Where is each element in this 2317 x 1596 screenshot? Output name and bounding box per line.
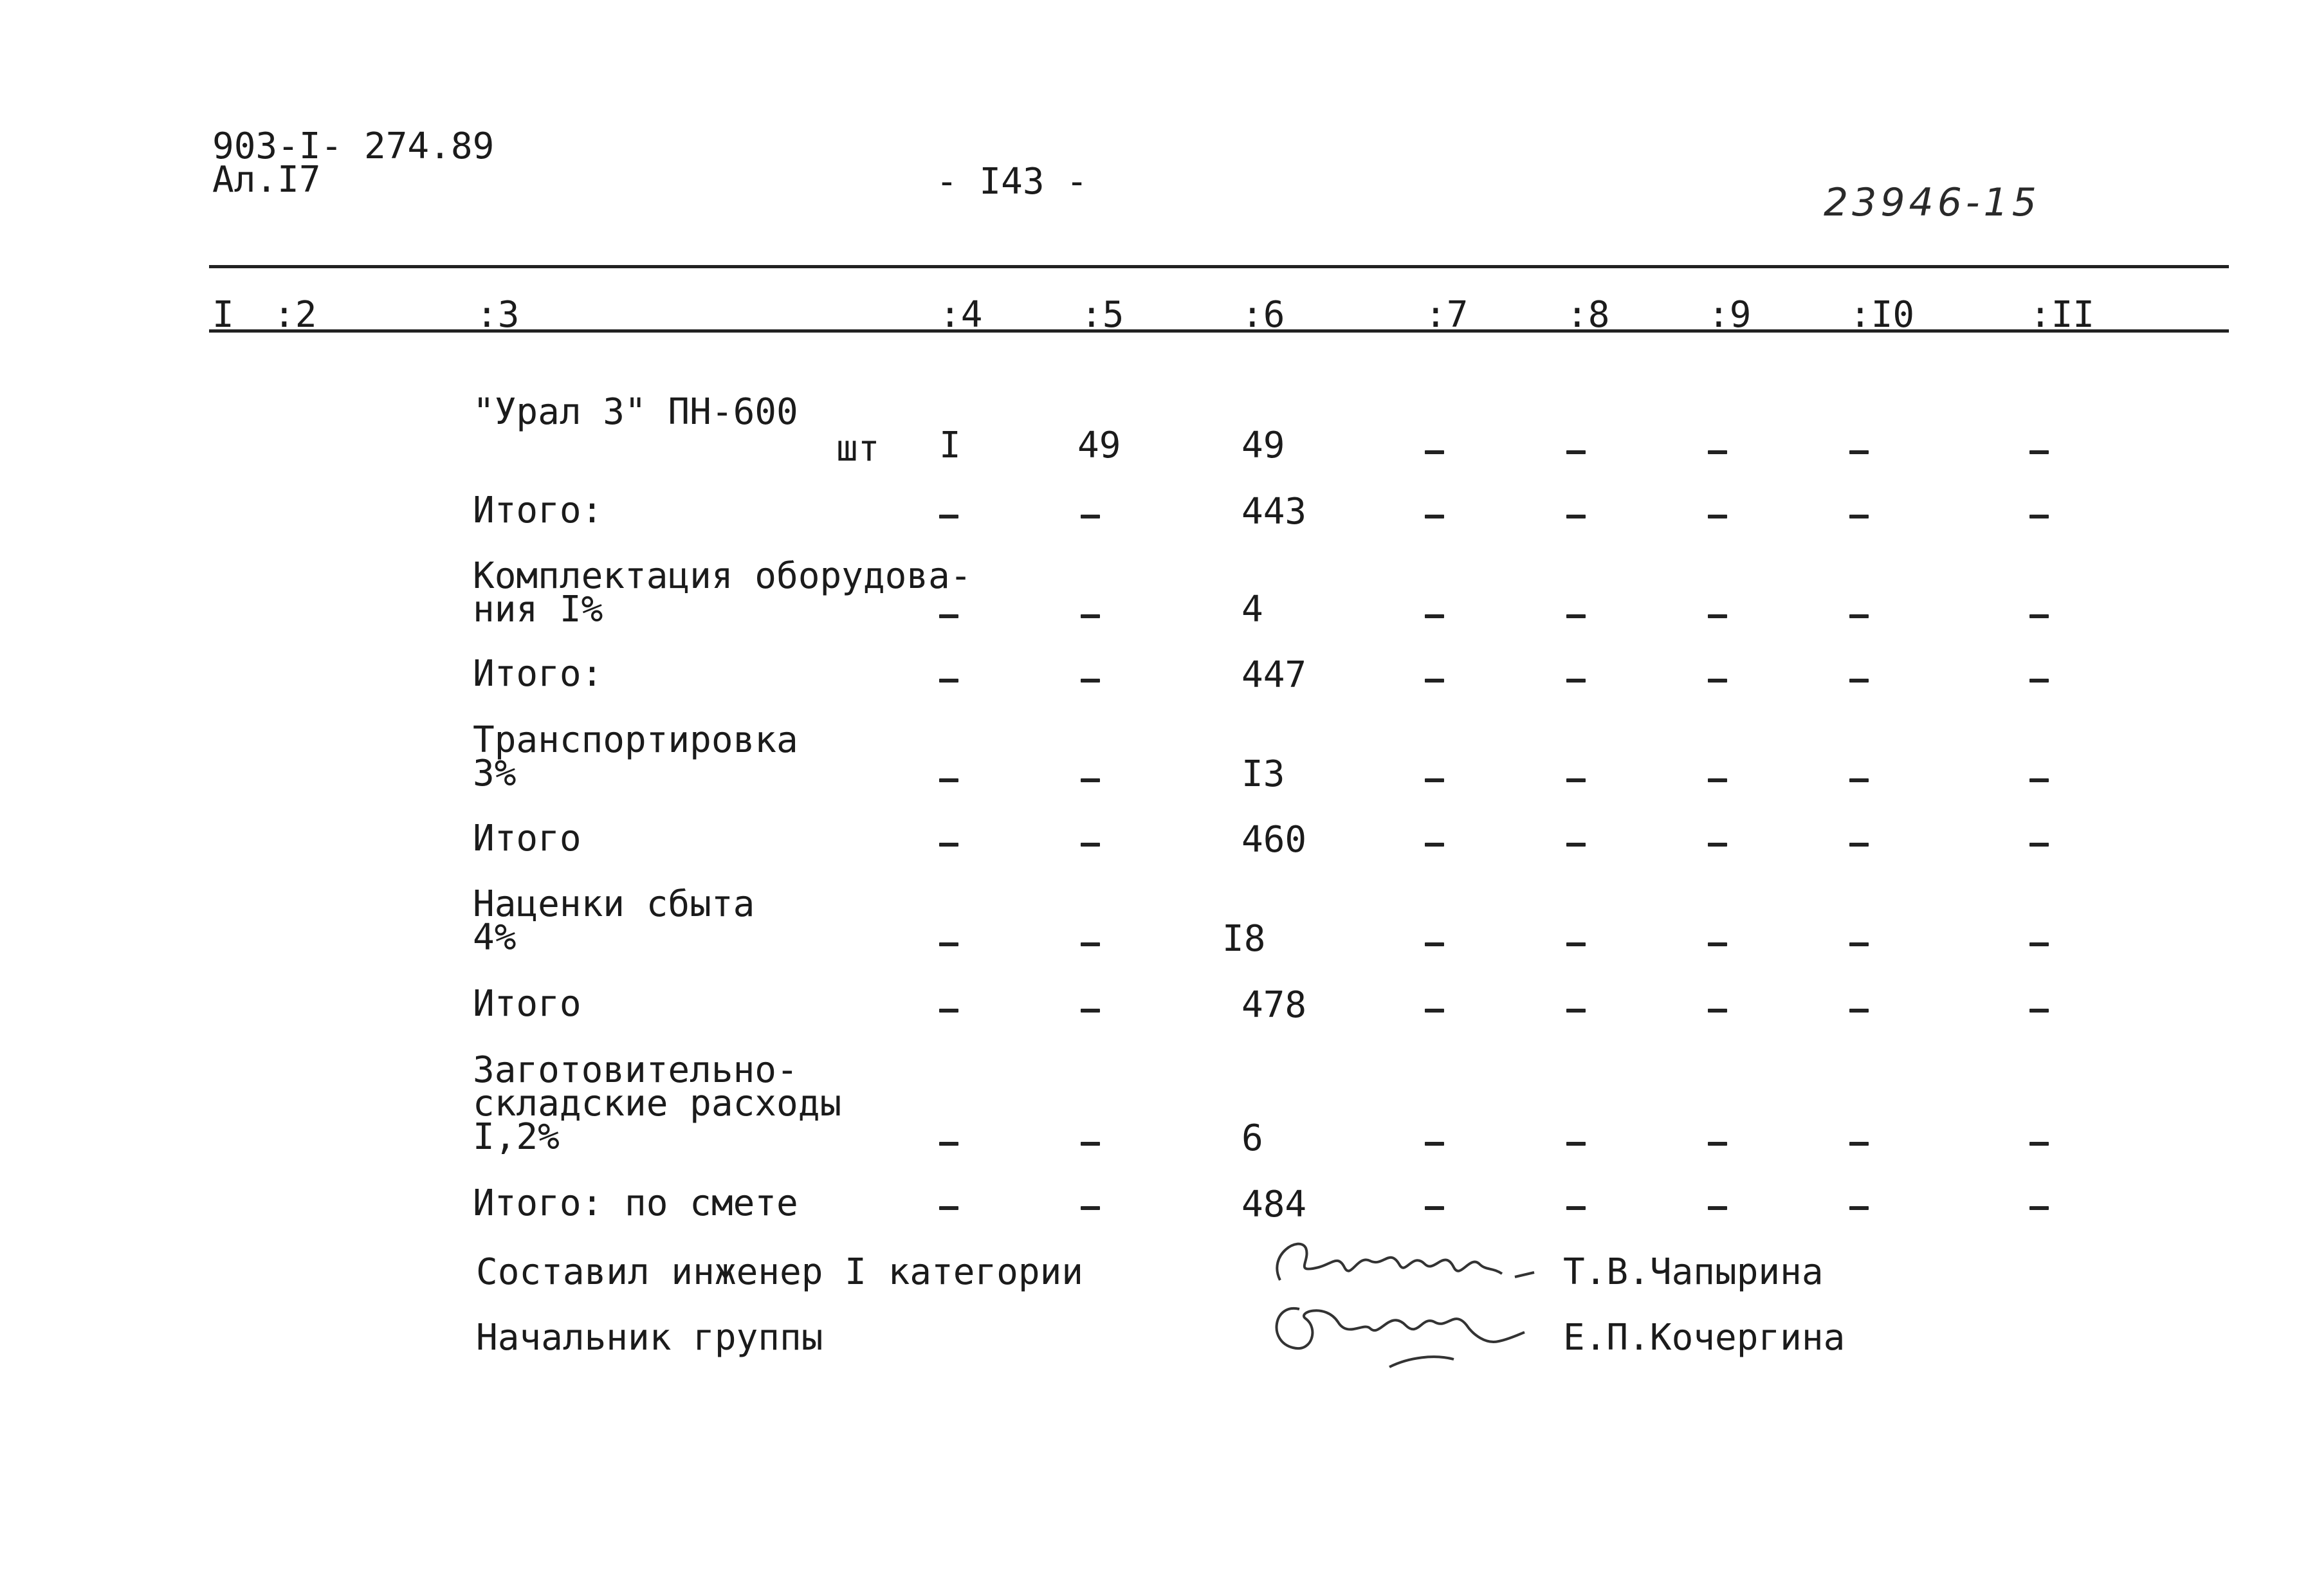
row-dash-col4: [939, 1206, 958, 1210]
row-dash-col5: [1081, 778, 1100, 782]
row-unit: шт: [836, 428, 880, 470]
row-dash-col10: [1849, 778, 1869, 782]
row-dash-col8: [1566, 450, 1586, 454]
row-dash-col9: [1708, 614, 1727, 618]
column-header-7: :7: [1425, 294, 1469, 336]
row-dash-col10: [1849, 1142, 1869, 1146]
row-qty: I: [939, 425, 961, 466]
row-total: 6: [1241, 1117, 1263, 1159]
row-description-line: I,2%: [473, 1116, 560, 1158]
row-dash-col7: [1425, 515, 1444, 518]
group-head-role: Начальник группы: [476, 1317, 823, 1359]
row-dash-col7: [1425, 843, 1444, 847]
row-dash-col8: [1566, 1009, 1586, 1013]
row-dash-col8: [1566, 614, 1586, 618]
row-dash-col4: [939, 1009, 958, 1013]
row-dash-col9: [1708, 778, 1727, 782]
row-description-line: Комплектация оборудова-: [473, 555, 972, 597]
row-dash-col9: [1708, 1142, 1727, 1146]
row-description-line: Заготовительно-: [473, 1049, 798, 1091]
row-dash-col7: [1425, 1009, 1444, 1013]
row-total: 484: [1241, 1184, 1307, 1225]
row-total: I3: [1241, 753, 1285, 795]
row-description-line: Итого: [473, 818, 582, 859]
row-description-line: 4%: [473, 917, 517, 959]
column-header-6: :6: [1241, 294, 1285, 336]
row-dash-col4: [939, 1142, 958, 1146]
row-description-line: Итого:: [473, 653, 603, 695]
row-dash-col9: [1708, 843, 1727, 847]
column-header-8: :8: [1566, 294, 1610, 336]
row-total: 4: [1241, 589, 1263, 630]
row-dash-col4: [939, 843, 958, 847]
row-dash-col8: [1566, 515, 1586, 518]
row-total: 478: [1241, 984, 1307, 1026]
column-header-3: :3: [476, 294, 520, 336]
row-description-line: складские расходы: [473, 1083, 842, 1124]
row-dash-col7: [1425, 679, 1444, 683]
row-dash-col5: [1081, 614, 1100, 618]
row-dash-col8: [1566, 1142, 1586, 1146]
row-dash-col10: [1849, 450, 1869, 454]
row-dash-col5: [1081, 515, 1100, 518]
row-dash-col8: [1566, 778, 1586, 782]
row-dash-col5: [1081, 679, 1100, 683]
row-dash-col10: [1849, 614, 1869, 618]
row-dash-col11: [2029, 614, 2049, 618]
row-dash-col7: [1425, 450, 1444, 454]
table-top-rule: [209, 265, 2229, 268]
page-number: - I43 -: [936, 161, 1088, 203]
row-description-line: ния I%: [473, 589, 603, 630]
row-dash-col4: [939, 778, 958, 782]
column-header-1: I: [212, 294, 234, 336]
row-dash-col4: [939, 942, 958, 946]
document-code: 903-I- 274.89: [212, 125, 495, 167]
row-dash-col11: [2029, 515, 2049, 518]
row-dash-col7: [1425, 614, 1444, 618]
row-total: 49: [1241, 425, 1285, 466]
row-dash-col7: [1425, 778, 1444, 782]
column-header-9: :9: [1708, 294, 1752, 336]
column-header-4: :4: [939, 294, 983, 336]
row-dash-col10: [1849, 679, 1869, 683]
row-dash-col4: [939, 515, 958, 518]
row-dash-col7: [1425, 1142, 1444, 1146]
row-description-line: Итого:: [473, 490, 603, 531]
row-dash-col9: [1708, 515, 1727, 518]
row-dash-col9: [1708, 1009, 1727, 1013]
row-dash-col9: [1708, 1206, 1727, 1210]
row-description-line: Транспортировка: [473, 719, 798, 761]
row-dash-col5: [1081, 1142, 1100, 1146]
column-header-5: :5: [1081, 294, 1124, 336]
row-dash-col8: [1566, 679, 1586, 683]
row-description-line: "Урал 3" ПН-600: [473, 391, 798, 433]
row-dash-col11: [2029, 843, 2049, 847]
compiler-name: Т.В.Чапырина: [1563, 1251, 1824, 1293]
row-dash-col9: [1708, 942, 1727, 946]
row-description-line: Наценки сбыта: [473, 883, 755, 925]
inventory-stamp-number: 23946-15: [1824, 180, 2040, 225]
row-dash-col10: [1849, 515, 1869, 518]
row-dash-col8: [1566, 942, 1586, 946]
row-dash-col11: [2029, 679, 2049, 683]
row-dash-col11: [2029, 1142, 2049, 1146]
row-dash-col5: [1081, 843, 1100, 847]
row-dash-col10: [1849, 1009, 1869, 1013]
row-total: I8: [1222, 918, 1266, 960]
row-total: 460: [1241, 819, 1307, 861]
row-dash-col11: [2029, 778, 2049, 782]
column-header-11: :II: [2029, 294, 2095, 336]
row-dash-col9: [1708, 679, 1727, 683]
album-number: Ал.I7: [212, 159, 321, 201]
column-header-2: :2: [273, 294, 317, 336]
row-dash-col5: [1081, 1206, 1100, 1210]
row-dash-col11: [2029, 450, 2049, 454]
column-header-10: :I0: [1849, 294, 1915, 336]
row-dash-col11: [2029, 942, 2049, 946]
row-total: 443: [1241, 491, 1307, 533]
row-dash-col10: [1849, 843, 1869, 847]
row-dash-col5: [1081, 1009, 1100, 1013]
row-dash-col11: [2029, 1009, 2049, 1013]
row-dash-col10: [1849, 942, 1869, 946]
row-description-line: 3%: [473, 753, 517, 794]
row-dash-col10: [1849, 1206, 1869, 1210]
row-unit-price: 49: [1077, 425, 1121, 466]
row-dash-col7: [1425, 942, 1444, 946]
row-total: 447: [1241, 654, 1307, 696]
row-dash-col8: [1566, 843, 1586, 847]
compiler-role: Составил инженер I категории: [476, 1251, 1084, 1293]
row-dash-col11: [2029, 1206, 2049, 1210]
row-dash-col5: [1081, 942, 1100, 946]
row-dash-col8: [1566, 1206, 1586, 1210]
row-dash-col7: [1425, 1206, 1444, 1210]
row-dash-col4: [939, 679, 958, 683]
row-dash-col4: [939, 614, 958, 618]
row-description-line: Итого: по смете: [473, 1182, 798, 1224]
row-dash-col9: [1708, 450, 1727, 454]
group-head-signature: [1261, 1283, 1531, 1373]
group-head-name: Е.П.Кочергина: [1563, 1317, 1845, 1359]
row-description-line: Итого: [473, 983, 582, 1025]
